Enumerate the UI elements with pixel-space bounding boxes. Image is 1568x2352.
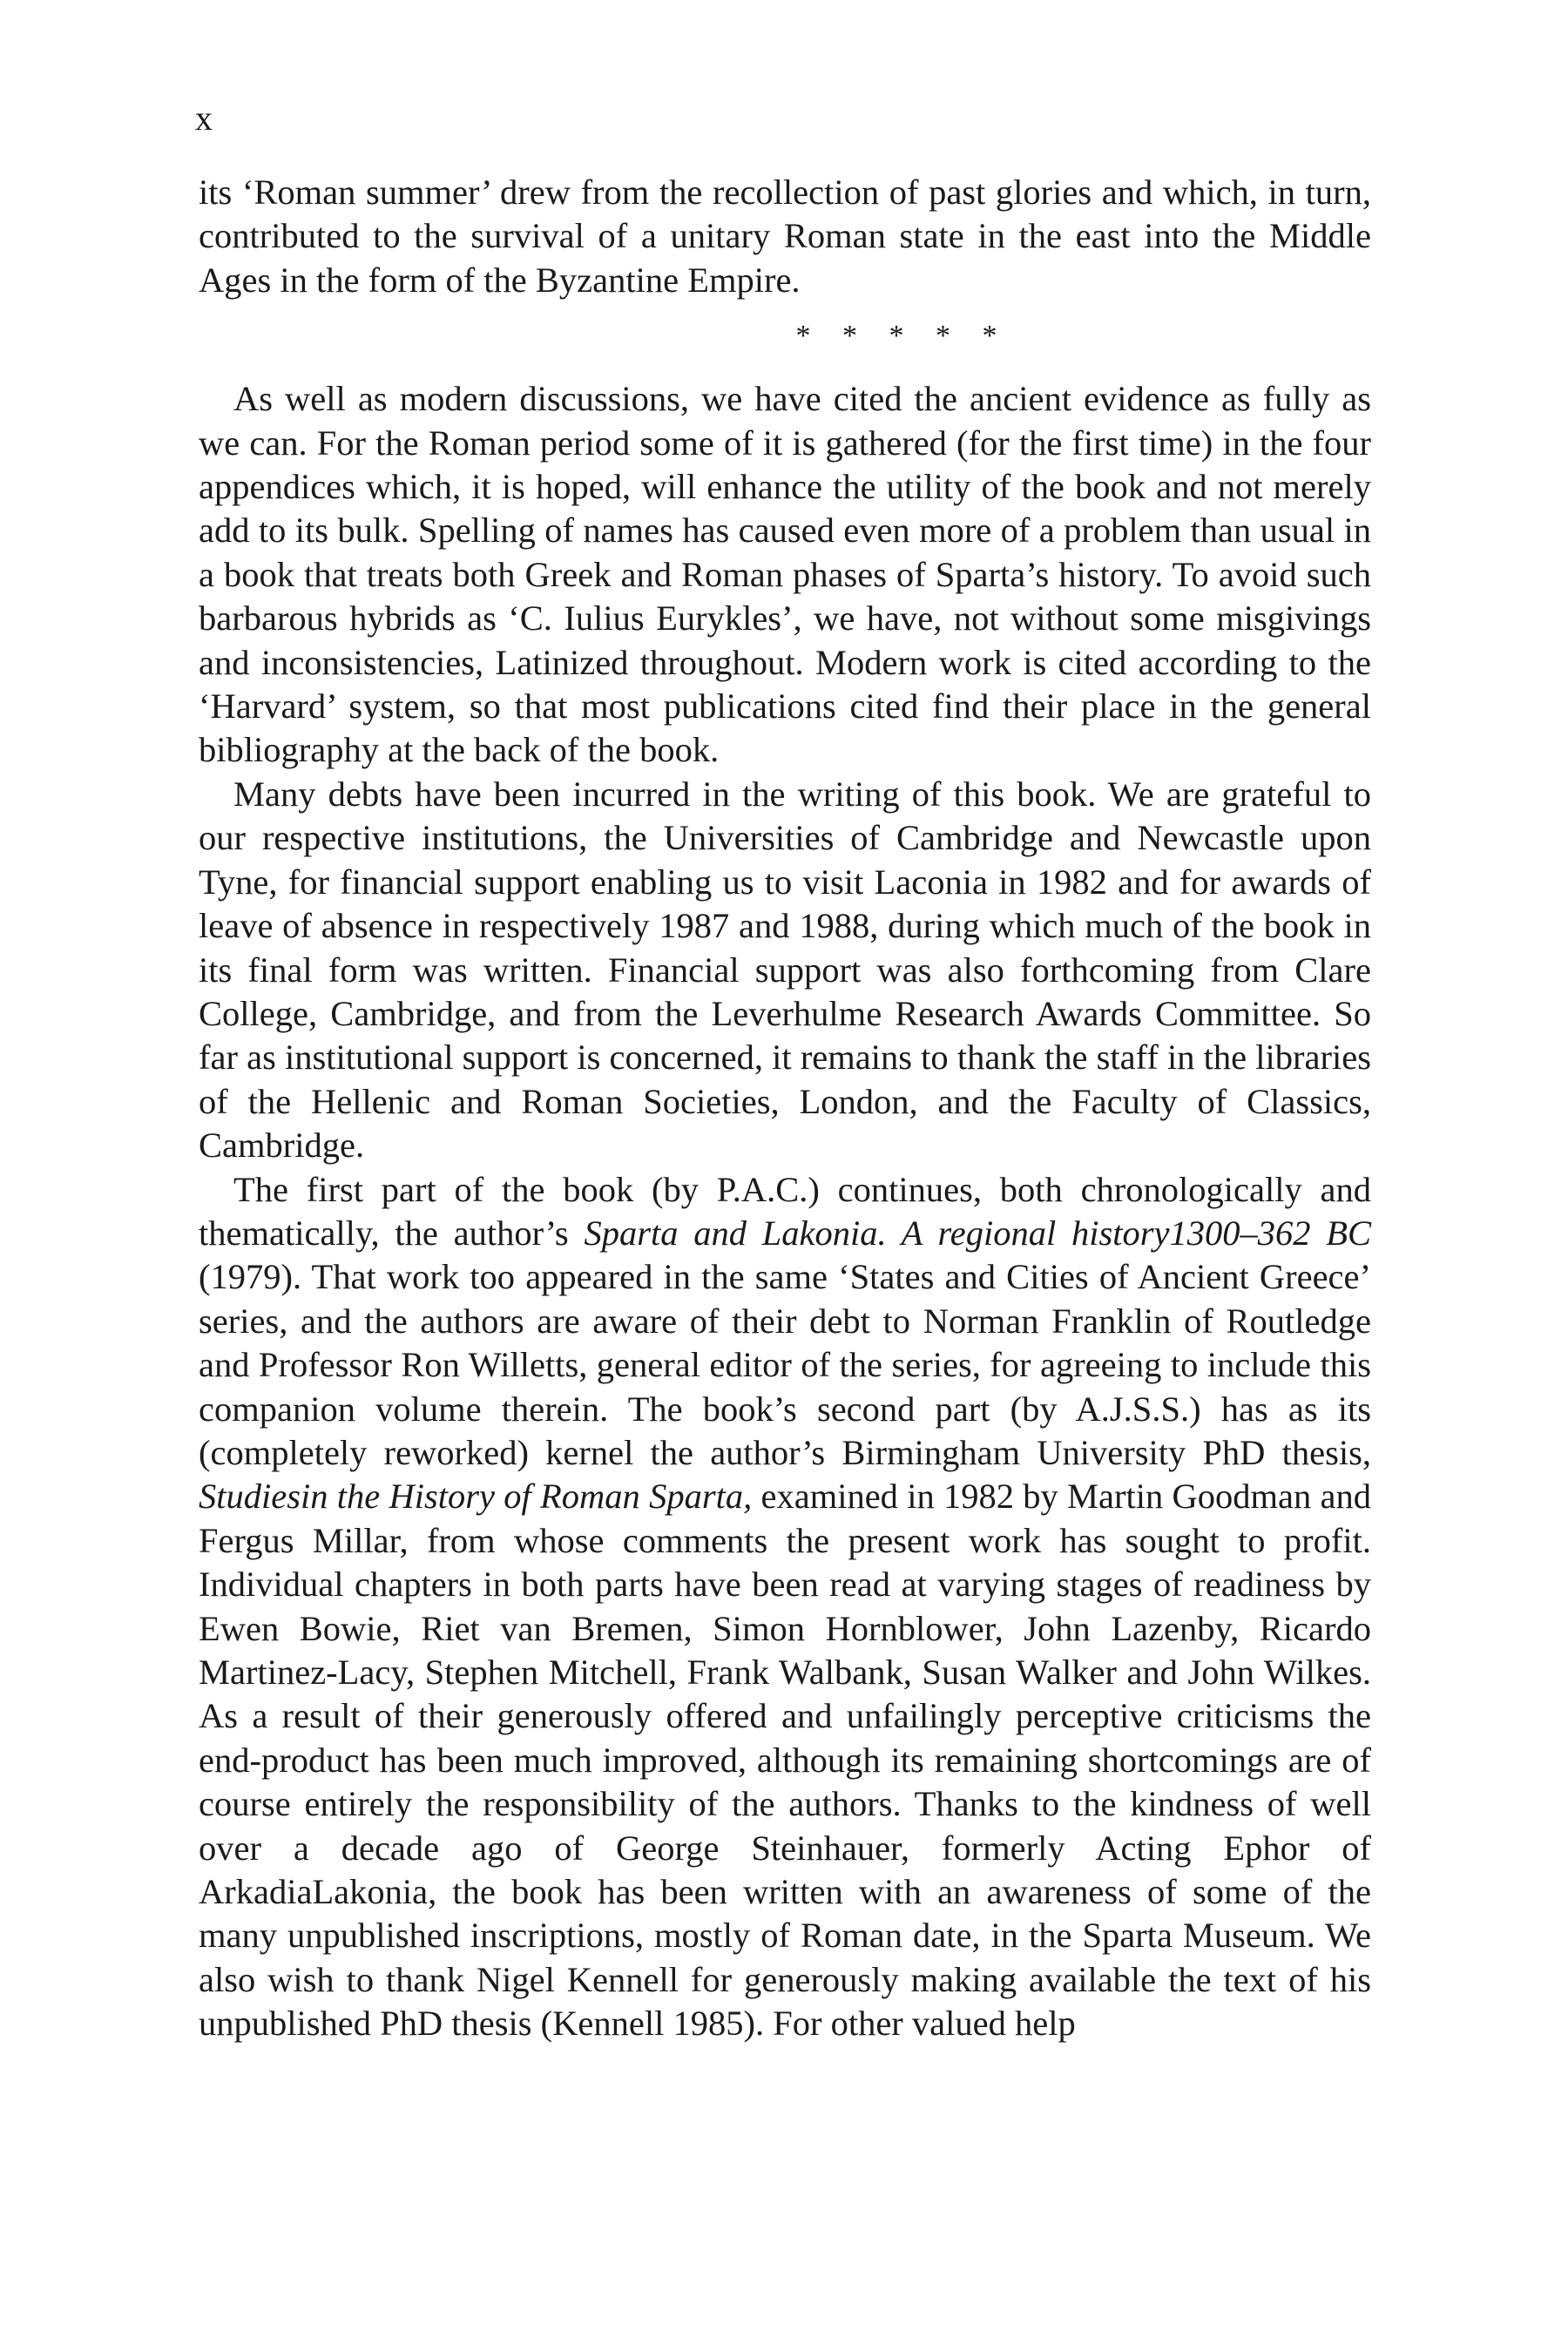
page-body: [199, 171, 1371, 2046]
paragraph-text-run: (1979). That work too appeared in the same ‘States and Cities of Ancient Greece’ series, and the authors are aware of their debt to Norman Franklin of Routledge and Professor Ron Willetts, general editor of the series, for agreeing to include this companion volume therein. The book’s second part (by A.J.S.S.) has as its (completely reworked) kernel the author’s Birmingham University PhD thesis,: [199, 1257, 1371, 1472]
paragraph-text-run: examined in 1982 by Martin Goodman and Fergus Millar, from whose comments the present work has sought to profit. Individual chapters in both parts have been read at varying stages of readiness by Ewen Bowie, Riet van Bremen, Simon Hornblower, John Lazenby, Ricardo Martinez-Lacy, Stephen Mitchell, Frank Walbank, Susan Walker and John Wilkes. As a result of their generously offered and unfailingly perceptive criticisms the end-product has been much improved, although its remaining shortcomings are of course entirely the responsibility of the authors. Thanks to the kindness of well over a decade ago of George Steinhauer, formerly Acting Ephor of ArkadiaLakonia, the book has been written with an awareness of some of the many unpublished inscriptions, mostly of Roman date, in the Sparta Museum. We also wish to thank Nigel Kennell for generously making available the text of his unpublished PhD thesis (Kennell 1985). For other valued help: [199, 1477, 1371, 2044]
thesis-title-roman-sparta: Studiesin the History of Roman Sparta,: [199, 1477, 753, 1517]
paragraph-text-run: The first part of the book (by P.A.C.) continues, both chronologically and thematically, the author’s: [199, 1169, 1371, 1253]
book-title-sparta-and-lakonia: Sparta and Lakonia. A regional history1300–362 BC: [584, 1213, 1371, 1253]
paragraph-acknowledgements-authors: [199, 1168, 1371, 2046]
paragraph-acknowledgements-institutions: Many debts have been incurred in the writing of this book. We are grateful to our respective institutions, the Universities of Cambridge and Newcastle upon Tyne, for financial support enabling us to visit Laconia in 1982 and for awards of leave of absence in respectively 1987 and 1988, during which much of the book in its final form was written. Financial support was also forthcoming from Clare College, Cambridge, and from the Leverhulme Research Awards Committee. So far as institutional support is concerned, it remains to thank the staff in the libraries of the Hellenic and Roman Societies, London, and the Faculty of Classics, Cambridge.: [199, 774, 1371, 1166]
paragraph-evidence-and-spelling: As well as modern discussions, we have cited the ancient evidence as fully as we can. For the Roman period some of it is gathered (for the first time) in the four appendices which, it is hoped, will enhance the utility of the book and not merely add to its bulk. Spelling of names has caused even more of a problem than usual in a book that treats both Greek and Roman phases of Sparta’s history. To avoid such barbarous hybrids as ‘C. Iulius Eurykles’, we have, not without some misgivings and inconsistencies, Latinized throughout. Modern work is cited according to the ‘Harvard’ system, so that most publications cited find their place in the general bibliography at the back of the book.: [199, 379, 1371, 770]
section-break: * * * * *: [795, 320, 1010, 353]
page-number: x: [195, 98, 213, 138]
paragraph-roman-summer: its ‘Roman summer’ drew from the recollection of past glories and which, in turn, contributed to the survival of a unitary Roman state in the east into the Middle Ages in the form of the Byzantine Empire.: [199, 172, 1371, 300]
